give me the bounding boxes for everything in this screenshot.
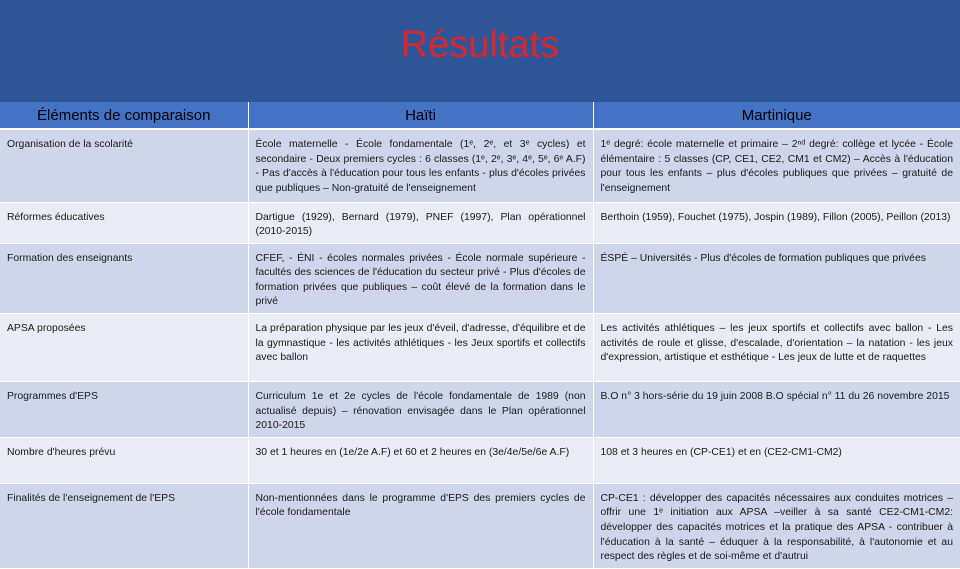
comparison-table — [0, 102, 960, 569]
martinique-cell: 1ᵉ degré: école maternelle et primaire – 2ⁿᵈ degré: collège et lycée - École élémentaire : 5 classes (CP, CE1, CE2, CM1 et CM2) – Accès à l'éducation pour tous les enfants – plus d'écoles publiques que privées – gratuité de l'enseignement — [593, 129, 960, 202]
table-row — [0, 129, 960, 202]
martinique-cell: B.O n° 3 hors-série du 19 juin 2008 B.O spécial n° 11 du 26 novembre 2015 — [593, 382, 960, 438]
table-row — [0, 314, 960, 382]
martinique-cell: Berthoin (1959), Fouchet (1975), Jospin (1989), Fillon (2005), Peillon (2013) — [593, 202, 960, 243]
page-title: Résultats — [400, 24, 560, 66]
haiti-cell: Non-mentionnées dans le programme d'EPS des premiers cycles de l'école fondamentale — [248, 483, 593, 568]
table-row — [0, 437, 960, 483]
header-elements: Éléments de comparaison — [0, 102, 248, 129]
haiti-cell: Curriculum 1e et 2e cycles de l'école fondamentale de 1989 (non actualisé depuis) – rénovation envisagée dans le Plan opérationnel 2010-2015 — [248, 382, 593, 438]
row-label: Finalités de l'enseignement de l'EPS — [0, 483, 248, 568]
row-label: Réformes éducatives — [0, 202, 248, 243]
table-row — [0, 382, 960, 438]
haiti-cell: La préparation physique par les jeux d'éveil, d'adresse, d'équilibre et de la gymnastique - les activités athlétiques - les Jeux sportifs et collectifs avec ballon — [248, 314, 593, 382]
martinique-cell: ÉSPÉ – Universités - Plus d'écoles de formation publiques que privées — [593, 243, 960, 313]
row-label: Nombre d'heures prévu — [0, 437, 248, 483]
martinique-cell: 108 et 3 heures en (CP-CE1) et en (CE2-CM1-CM2) — [593, 437, 960, 483]
header-martinique: Martinique — [593, 102, 960, 129]
haiti-cell: 30 et 1 heures en (1e/2e A.F) et 60 et 2 heures en (3e/4e/5e/6e A.F) — [248, 437, 593, 483]
haiti-cell: École maternelle - École fondamentale (1ᵉ, 2ᵉ, et 3ᵉ cycles) et secondaire - Deux premiers cycles : 6 classes (1ᵉ, 2ᵉ, 3ᵉ, 4ᵉ, 5ᵉ, 6ᵉ A.F) - Pas d'accès à l'éducation pour tous les enfants - plus d'écoles privées que publiques – Non-gratuité de l'enseignement — [248, 129, 593, 202]
row-label: Formation des enseignants — [0, 243, 248, 313]
row-label: Programmes d'EPS — [0, 382, 248, 438]
haiti-cell: Dartigue (1929), Bernard (1979), PNEF (1997), Plan opérationnel (2010-2015) — [248, 202, 593, 243]
martinique-cell: CP-CE1 : développer des capacités nécessaires aux conduites motrices – offrir une 1ᵉ initiation aux APSA –veiller à sa santé CE2-CM1-CM2: développer des capacités motrices et la pratique des APSA - contribuer à l'éducation à la santé – éduquer à la responsabilité, à l'autonomie et au respect des règles et de soi-même et d'autrui — [593, 483, 960, 568]
haiti-cell: CFEF, - ÉNI - écoles normales privées - École normale supérieure - facultés des sciences de l'éducation du secteur privé - Plus d'écoles de formation privées que publiques – coût élevé de la formation dans le privé — [248, 243, 593, 313]
table-row — [0, 202, 960, 243]
header-haiti: Haïti — [248, 102, 593, 129]
table-row — [0, 483, 960, 568]
martinique-cell: Les activités athlétiques – les jeux sportifs et collectifs avec ballon - Les activités de roule et glisse, d'escalade, d'orientation – la natation - les jeux d'expression, artistique et esthétique - Les jeux de lutte et de raquettes — [593, 314, 960, 382]
row-label: Organisation de la scolarité — [0, 129, 248, 202]
row-label: APSA proposées — [0, 314, 248, 382]
table-row — [0, 243, 960, 313]
table-header-row — [0, 102, 960, 129]
